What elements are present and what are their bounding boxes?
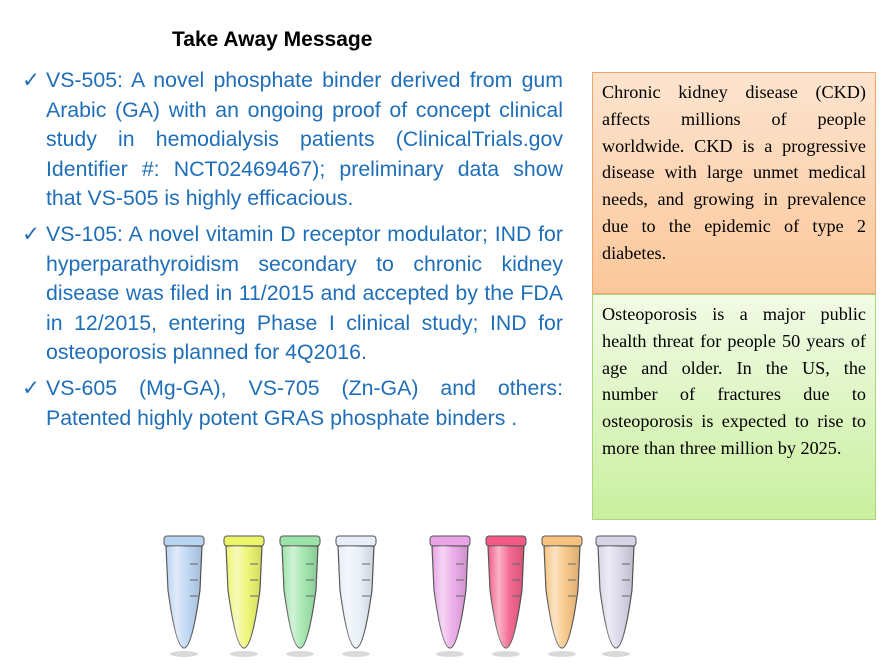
test-tube-icon <box>486 536 526 657</box>
test-tube-icon <box>164 536 204 657</box>
checkmark-icon: ✓ <box>22 375 40 400</box>
ckd-info-box: Chronic kidney disease (CKD) affects millions of people worldwide. CKD is a progressive disease with large unmet medical needs, and growing in prevalence due to the epidemic of type 2 diabetes. <box>592 72 876 294</box>
bullet-item <box>22 66 563 214</box>
bullet-item <box>22 220 563 368</box>
test-tube-icon <box>542 536 582 657</box>
checkmark-icon: ✓ <box>22 68 40 92</box>
test-tube-icon <box>596 536 636 657</box>
bullet-text: VS-505: A novel phosphate binder derived from gum Arabic (GA) with an ongoing proof of concept clinical study in hemodialysis patients (ClinicalTrials.gov Identifier #: NCT02469467); preliminary data show that VS-505 is highly efficacious. <box>46 68 563 211</box>
test-tube-icon <box>280 536 320 657</box>
bullet-text: VS-105: A novel vitamin D receptor modulator; IND for hyperparathyroidism secondary to chronic kidney disease was filed in 11/2015 and accepted by the FDA in 12/2015, entering Phase I clinical study; IND for osteoporosis planned for 4Q2016. <box>46 221 563 365</box>
checkmark-icon: ✓ <box>22 221 40 246</box>
test-tubes-illustration <box>0 520 888 666</box>
test-tube-icon <box>224 536 264 657</box>
bullet-text: VS-605 (Mg-GA), VS-705 (Zn-GA) and others: Patented highly potent GRAS phosphate binders . <box>46 375 563 430</box>
test-tube-icon <box>430 536 470 657</box>
osteoporosis-info-box: Osteoporosis is a major public health threat for people 50 years of age and older. In the US, the number of fractures due to osteoporosis is expected to rise to more than three million by 2025. <box>592 294 876 520</box>
bullet-item <box>22 374 563 433</box>
page-title: Take Away Message <box>172 28 373 51</box>
bullet-list <box>22 66 563 439</box>
test-tube-icon <box>336 536 376 657</box>
